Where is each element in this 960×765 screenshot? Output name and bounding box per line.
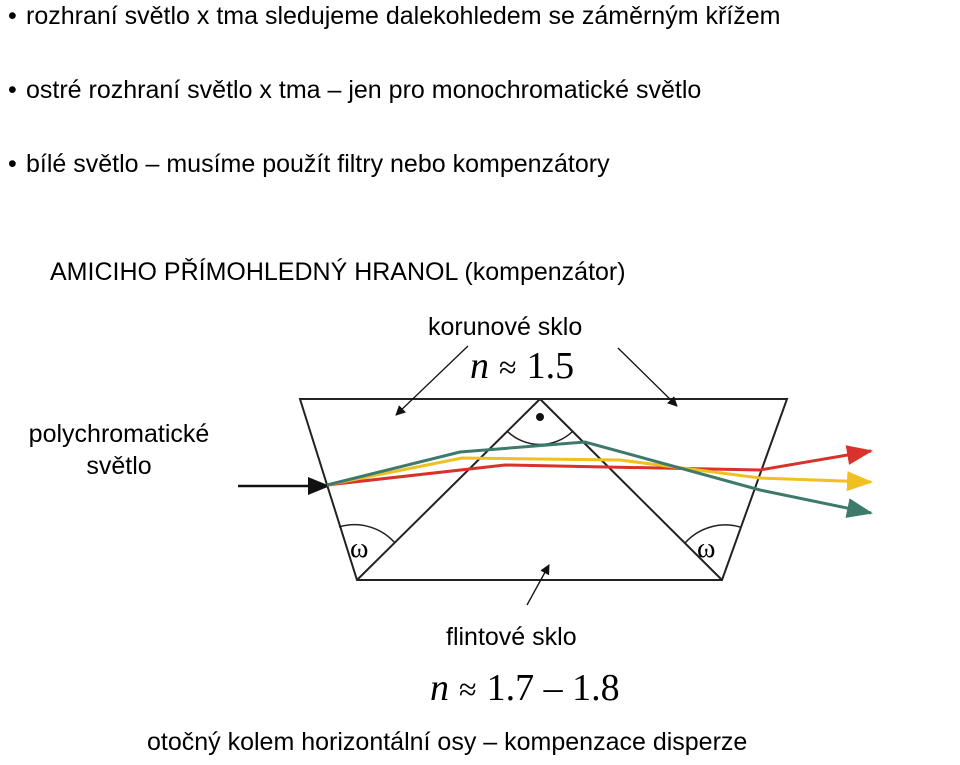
yellow-ray xyxy=(327,458,871,485)
flint-glass-label: flintové sklo xyxy=(446,623,577,651)
left-angle-omega: ω xyxy=(350,533,369,564)
crown-pointer-right xyxy=(618,348,677,406)
crown-glass-label: korunové sklo xyxy=(428,313,583,341)
bullet-dot: • xyxy=(8,76,17,104)
approx-symbol: ≈ xyxy=(459,671,477,707)
prism-heading: AMICIHO PŘÍMOHLEDNÝ HRANOL (kompenzátor) xyxy=(50,258,626,286)
crown-pointer-left xyxy=(396,346,468,415)
green-ray xyxy=(327,442,871,513)
polychromatic-label-line2: světlo xyxy=(86,452,152,480)
bullet-text: ostré rozhraní světlo x tma – jen pro monochromatické světlo xyxy=(26,76,702,104)
right-angle-omega: ω xyxy=(697,533,716,564)
bullet-dot: • xyxy=(8,2,17,30)
refractive-index-value: 1.5 xyxy=(526,345,575,387)
refractive-index-symbol: n xyxy=(430,667,449,709)
polychromatic-label-line1: polychromatické xyxy=(28,420,210,448)
flint-prism-right-edge xyxy=(540,399,722,580)
apex-angle-dot xyxy=(536,413,544,421)
caption: otočný kolem horizontální osy – kompenzace disperze xyxy=(147,728,748,756)
refractive-index-value: 1.7 – 1.8 xyxy=(486,667,620,709)
flint-pointer xyxy=(527,565,549,605)
bullet-dot: • xyxy=(8,150,17,178)
refractive-index-symbol: n xyxy=(470,345,489,387)
approx-symbol: ≈ xyxy=(499,349,517,385)
flint-prism-left-edge xyxy=(357,399,540,580)
bullet-text: rozhraní světlo x tma sledujeme dalekohledem se záměrným křížem xyxy=(26,2,781,30)
bullet-text: bílé světlo – musíme použít filtry nebo kompenzátory xyxy=(26,150,610,178)
